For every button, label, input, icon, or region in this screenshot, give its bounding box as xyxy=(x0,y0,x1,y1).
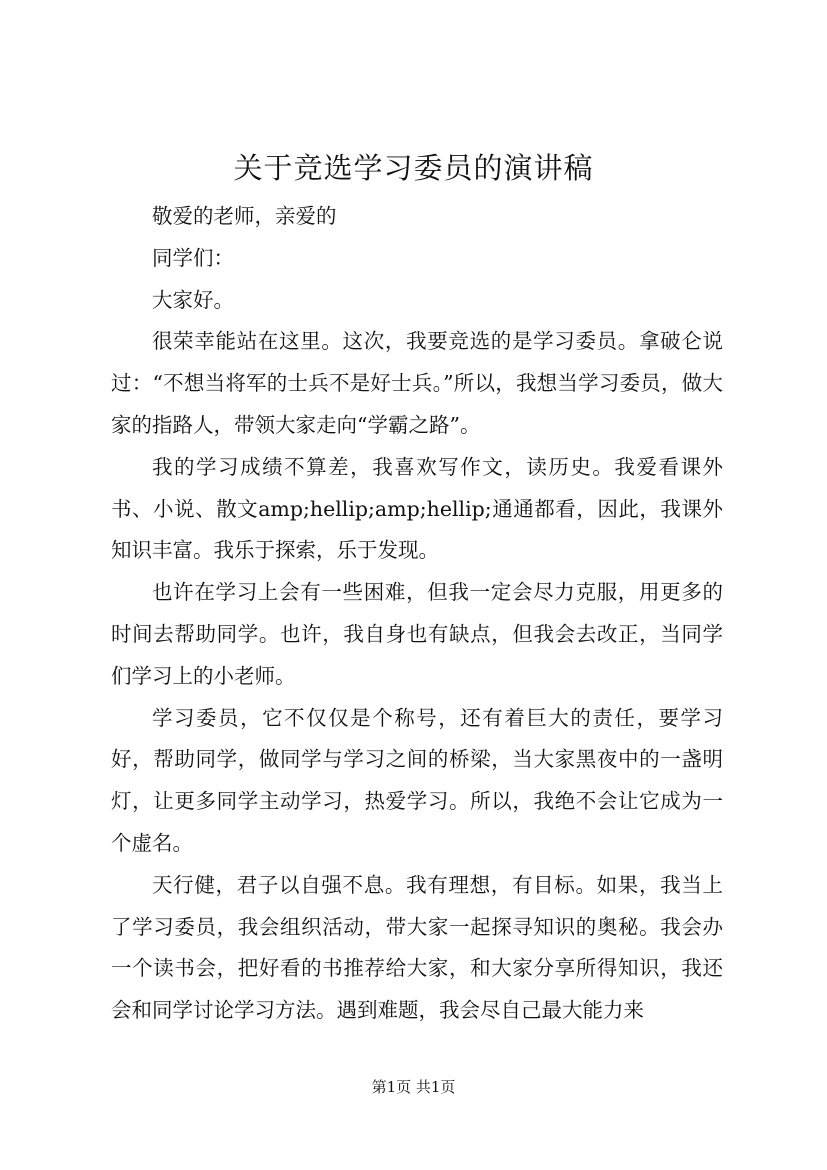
paragraph: 也许在学习上会有一些困难，但我一定会尽力克服，用更多的时间去帮助同学。也许，我自身也有缺点，但我会去改正，当同学们学习上的小老师。 xyxy=(111,580,723,688)
paragraph: 天行健，君子以自强不息。我有理想，有目标。如果，我当上了学习委员，我会组织活动，带大家一起探寻知识的奥秘。我会办一个读书会，把好看的书推荐给大家，和大家分享所得知识，我还会和同学讨论学习方法。遇到难题，我会尽自己最大能力来 xyxy=(111,872,723,1023)
paragraph-greeting: 大家好。 xyxy=(152,287,234,312)
page-footer: 第1页 共1页 xyxy=(371,1078,456,1096)
paragraph: 很荣幸能站在这里。这次，我要竞选的是学习委员。拿破仑说过：“不想当将军的士兵不是好士兵。”所以，我想当学习委员，做大家的指路人，带领大家走向“学霸之路”。 xyxy=(111,329,723,437)
paragraph: 学习委员，它不仅仅是个称号，还有着巨大的责任，要学习好，帮助同学，做同学与学习之间的桥梁，当大家黑夜中的一盏明灯，让更多同学主动学习，热爱学习。所以，我绝不会让它成为一个虚名。 xyxy=(111,705,723,855)
paragraph-salutation-2: 同学们： xyxy=(152,245,234,270)
page-title: 关于竞选学习委员的演讲稿 xyxy=(233,151,594,185)
paragraph: 我的学习成绩不算差，我喜欢写作文，读历史。我爱看课外书、小说、散文amp;hellip;amp;hellip;通通都看，因此，我课外知识丰富。我乐于探索，乐于发现。 xyxy=(111,454,723,563)
paragraph-salutation-1: 敬爱的老师，亲爱的 xyxy=(152,204,337,228)
document-body xyxy=(111,196,723,1032)
